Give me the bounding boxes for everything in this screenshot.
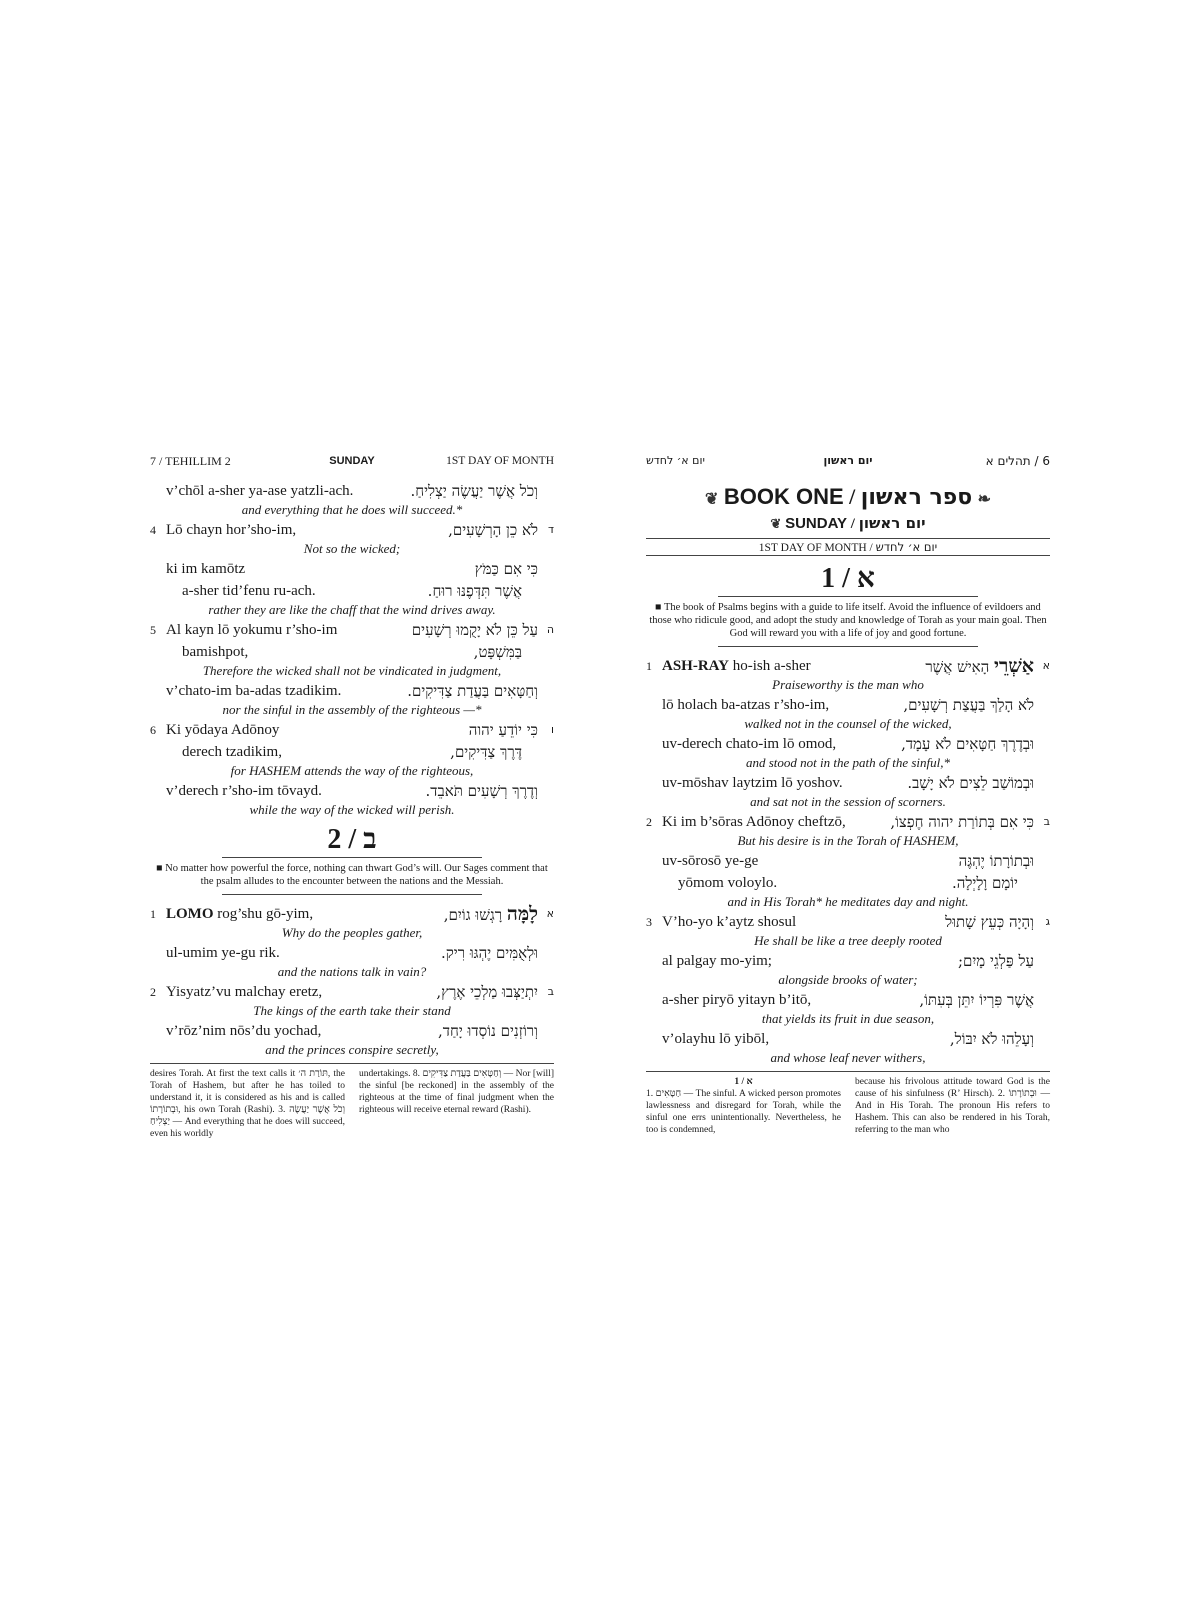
- transliteration: [182, 580, 316, 602]
- hebrew-verse: לֹא כֵן הָרְשָׁעִים,: [448, 521, 538, 539]
- verse-line: [150, 619, 554, 641]
- transliteration-text: Al kayn lō yokumu r’sho-im: [166, 622, 338, 638]
- verse-line: [646, 911, 1050, 933]
- hebrew-text: [426, 780, 538, 802]
- transliteration-text: ki im kamōtz: [166, 561, 246, 577]
- hebrew-lead: לָמָּה: [506, 903, 538, 925]
- transliteration: [662, 989, 811, 1011]
- hebrew-verse: כִּי אִם כַּמֹּץ: [474, 560, 538, 578]
- verse-line: [150, 680, 554, 702]
- verse-line: [646, 694, 1050, 716]
- transliteration-text: V’ho-yo k’aytz shosul: [662, 914, 797, 930]
- verse-line: [646, 989, 1050, 1011]
- hebrew-text: [438, 1020, 538, 1042]
- hebrew-text: [890, 811, 1034, 833]
- english-translation: walked not in the counsel of the wicked,: [744, 716, 952, 731]
- transliteration-text: Ki yōdaya Adōnoy: [166, 722, 280, 738]
- english-translation: and stood not in the path of the sinful,*: [745, 755, 951, 770]
- english-translation: and whose leaf never withers,: [770, 1050, 926, 1065]
- left-header-day: SUNDAY: [329, 455, 375, 467]
- verse-line: [150, 519, 554, 541]
- hebrew-verse-letter: א: [1042, 659, 1050, 672]
- transliteration: [166, 680, 341, 702]
- hebrew-verse: וְדֶרֶךְ רְשָׁעִים תֹּאבֵד.: [425, 782, 538, 800]
- left-header-page-ref: 7 / TEHILLIM 2: [150, 454, 231, 468]
- hebrew-verse-letter: ב: [1043, 815, 1050, 828]
- verse-line: [150, 558, 554, 580]
- hebrew-verse-letter: ו: [551, 723, 554, 736]
- left-footnote-col1: desires Torah. At first the text calls it תּוֹרַת ה׳, the Torah of Hashem, but after he has toiled to understand it, it is considered as his and is called וּבְתוֹרָתוֹ, his own Torah (Rashi). 3. וְכֹל אֲשֶׁר יַעֲשֶׂה יַצְלִיחַ — And everything that he does will succeed, even his worldly: [150, 1069, 345, 1139]
- transliteration-lead: ASH-RAY: [662, 658, 729, 674]
- hebrew-verse: דֶּרֶךְ צַדִּיקִים,: [450, 743, 522, 761]
- hebrew-verse-letter: ד: [547, 523, 554, 536]
- hebrew-text: [903, 694, 1034, 716]
- transliteration: [678, 872, 777, 894]
- hebrew-text: [919, 989, 1034, 1011]
- hebrew-text: [958, 950, 1034, 972]
- hebrew-text: [448, 519, 538, 541]
- psalm-2-intro: ■ No matter how powerful the force, nothing can thwart God’s will. Our Sages comment that the psalm alludes to the encounter between the nations and the Messiah.: [156, 863, 548, 887]
- transliteration-text: a-sher piryō yitayn b’itō,: [662, 992, 812, 1008]
- hebrew-text: [444, 903, 538, 926]
- hebrew-verse: אֲשֶׁר תִּדְּפֶנּוּ רוּחַ.: [427, 582, 522, 600]
- book-title-he: ספר ראשון: [860, 485, 973, 510]
- transliteration: [166, 719, 279, 741]
- ornament-right-icon: ❧: [977, 491, 992, 508]
- day-title-he: יום ראשון: [858, 514, 926, 532]
- hebrew-verse: רָגְשׁוּ גוֹיִם,: [443, 906, 507, 924]
- hebrew-text: [945, 911, 1034, 933]
- transliteration: [166, 903, 313, 925]
- transliteration: [662, 694, 829, 716]
- transliteration-text: uv-sōrosō ye-ge: [662, 853, 759, 869]
- right-footnote-col1: 1. חַטָּאִים — The sinful. A wicked person promotes lawlessness and disregard for Torah, while the sinful one errs unintentionally. Nevertheless, he too is condemned,: [646, 1089, 842, 1135]
- transliteration-text: Ki im b’sōras Adōnoy cheftzō,: [662, 814, 846, 830]
- hebrew-verse: כִּי אִם בְּתוֹרַת יהוה חֶפְצוֹ,: [890, 813, 1034, 831]
- verse-line: [150, 981, 554, 1003]
- hebrew-verse: אֲשֶׁר פִּרְיוֹ יִתֵּן בְּעִתּוֹ,: [919, 991, 1034, 1009]
- left-verses-bottom: [150, 903, 554, 1058]
- hebrew-verse-letter: ב: [547, 985, 554, 998]
- psalm-1-number: 1 / א: [821, 563, 875, 594]
- verse-number: 1: [646, 659, 652, 673]
- transliteration: [662, 1028, 769, 1050]
- hebrew-text: [952, 872, 1018, 894]
- hebrew-verse-letter: ג: [1045, 915, 1050, 928]
- transliteration: [662, 772, 843, 794]
- hebrew-verse: וְהָיָה כְּעֵץ שָׁתוּל: [945, 913, 1034, 931]
- transliteration: [182, 741, 282, 763]
- transliteration-text: uv-mōshav laytzim lō yoshov.: [662, 775, 843, 791]
- transliteration-text: Yisyatz’vu malchay eretz,: [166, 984, 323, 1000]
- hebrew-verse: לֹא הָלַךְ בַּעֲצַת רְשָׁעִים,: [903, 696, 1034, 714]
- transliteration-text: v’olayhu lō yibōl,: [662, 1031, 770, 1047]
- transliteration-text: rog’shu gō-yim,: [213, 906, 314, 922]
- transliteration-text: yōmom voloylo.: [678, 875, 778, 891]
- hebrew-verse: וּבְתוֹרָתוֹ יֶהְגֶּה: [958, 852, 1034, 870]
- right-footnotes: [646, 1076, 1050, 1136]
- english-translation: that yields its fruit in due season,: [761, 1011, 935, 1026]
- hebrew-text: [475, 558, 538, 580]
- hebrew-text: [428, 580, 522, 602]
- hebrew-lead: אַשְׁרֵי: [994, 655, 1034, 677]
- left-page: [150, 452, 554, 1140]
- verse-number: 2: [646, 815, 652, 829]
- verse-line: [646, 811, 1050, 833]
- hebrew-verse: בַּמִּשְׁפָּט,: [473, 643, 522, 661]
- verse-line: [150, 942, 554, 964]
- english-translation: Therefore the wicked shall not be vindicated in judgment,: [202, 663, 502, 678]
- hebrew-verse: וְחַטָּאִים בַּעֲדַת צַדִּיקִים.: [407, 682, 538, 700]
- hebrew-text: [901, 733, 1034, 755]
- english-translation: and the nations talk in vain?: [277, 964, 427, 979]
- transliteration: [662, 811, 846, 833]
- verse-line: [646, 950, 1050, 972]
- english-translation: He shall be like a tree deeply rooted: [754, 933, 942, 948]
- left-footnotes: [150, 1068, 554, 1140]
- hebrew-text: [436, 981, 538, 1003]
- hebrew-text: [950, 1028, 1034, 1050]
- transliteration: [166, 1020, 321, 1042]
- left-verses-top: [150, 480, 554, 818]
- right-header-month-day: יום א׳ לחדש: [646, 454, 705, 467]
- hebrew-text: [959, 850, 1034, 872]
- verse-line: [150, 580, 554, 602]
- english-translation: and the princes conspire secretly,: [265, 1042, 439, 1057]
- psalm-1-intro: ■ The book of Psalms begins with a guide to life itself. Avoid the influence of evildoers and those who ridicule good, and adopt the study and knowledge of Torah as your main goal. Then God will reward you with a life of joy and good fortune.: [649, 602, 1047, 639]
- ornament-small-left-icon: ❦: [770, 516, 782, 531]
- english-translation: for HASHEM attends the way of the righteous,: [230, 763, 474, 778]
- verse-line: [646, 655, 1050, 677]
- verse-line: [150, 741, 554, 763]
- hebrew-verse: יוֹמָם וָלָיְלָה.: [952, 874, 1018, 892]
- right-page-header: [646, 452, 1050, 470]
- hebrew-verse: עַל פַּלְגֵי מָיִם;: [957, 952, 1034, 970]
- hebrew-text: [474, 641, 522, 663]
- hebrew-verse: וּבְדֶרֶךְ חַטָּאִים לֹא עָמָד,: [901, 735, 1034, 753]
- english-translation: alongside brooks of water;: [778, 972, 918, 987]
- verse-number: 3: [646, 915, 652, 929]
- hebrew-text: [450, 741, 522, 763]
- hebrew-text: [925, 655, 1034, 678]
- transliteration-lead: LOMO: [166, 906, 214, 922]
- hebrew-verse: וּבְמוֹשַׁב לֵצִים לֹא יָשָׁב.: [907, 774, 1034, 792]
- english-translation: nor the sinful in the assembly of the righteous —*: [222, 702, 482, 717]
- transliteration: [662, 850, 758, 872]
- transliteration-text: ho-ish a-sher: [728, 658, 811, 674]
- verse-line: [646, 772, 1050, 794]
- verse-line: [150, 780, 554, 802]
- verse-number: 4: [150, 523, 156, 537]
- day-line-he: יום א׳ לחדש: [875, 540, 938, 554]
- hebrew-verse-letter: א: [546, 907, 554, 920]
- english-translation: But his desire is in the Torah of HASHEM,: [737, 833, 959, 848]
- transliteration: [182, 641, 248, 663]
- hebrew-text: [441, 942, 538, 964]
- hebrew-text: [412, 619, 538, 641]
- hebrew-verse: וְכֹל אֲשֶׁר יַעֲשֶׂה יַצְלִיחַ.: [410, 482, 538, 500]
- day-title-en: SUNDAY: [785, 515, 848, 532]
- transliteration: [166, 558, 245, 580]
- psalm-2-number: 2 / ב: [327, 824, 377, 855]
- transliteration: [166, 780, 322, 802]
- day-line-en: 1ST DAY OF MONTH: [758, 542, 867, 554]
- verse-number: 5: [150, 623, 156, 637]
- transliteration-text: a-sher tid’fenu ru-ach.: [182, 583, 316, 599]
- verse-number: 1: [150, 907, 156, 921]
- left-page-header: [150, 452, 554, 470]
- transliteration-text: bamishpot,: [182, 644, 249, 660]
- verse-number: 2: [150, 985, 156, 999]
- verse-line: [150, 903, 554, 925]
- day-title: ❦ SUNDAY / יום ראשון: [770, 514, 926, 532]
- english-translation: The kings of the earth take their stand: [253, 1003, 451, 1018]
- transliteration-text: uv-derech chato-im lō omod,: [662, 736, 837, 752]
- verse-line: [646, 850, 1050, 872]
- transliteration: [166, 942, 280, 964]
- hebrew-verse: וְעָלֵהוּ לֹא יִבּוֹל,: [949, 1030, 1034, 1048]
- hebrew-text: [407, 680, 538, 702]
- left-header-month-day: 1ST DAY OF MONTH: [446, 455, 554, 467]
- hebrew-verse: כִּי יוֹדֵעַ יהוה: [468, 721, 538, 739]
- english-translation: and in His Torah* he meditates day and night.: [727, 894, 969, 909]
- hebrew-text: [469, 719, 538, 741]
- transliteration: [166, 619, 337, 641]
- book-title-en: BOOK ONE: [723, 484, 844, 509]
- verse-line: [646, 733, 1050, 755]
- hebrew-verse: הָאִישׁ אֲשֶׁר: [925, 658, 995, 676]
- verse-number: 6: [150, 723, 156, 737]
- english-translation: Praiseworthy is the man who: [772, 677, 924, 692]
- right-header-day: יום ראשון: [823, 454, 873, 467]
- transliteration: [166, 480, 353, 502]
- right-page: [646, 452, 1050, 1136]
- hebrew-text: [907, 772, 1034, 794]
- transliteration-text: lō holach ba-atzas r’sho-im,: [662, 697, 830, 713]
- transliteration: [662, 911, 796, 933]
- transliteration-text: ul-umim ye-gu rik.: [166, 945, 280, 961]
- left-footnote-col2: undertakings. 8. וְחַטָּאִים בַּעֲדַת צַדִּיקִים — Nor [will] the sinful [be reckoned] in the assembly of the righteous at the time of final judgment when the righteous will receive eternal reward (Rashi).: [359, 1069, 554, 1115]
- english-translation: rather they are like the chaff that the wind drives away.: [208, 602, 496, 617]
- transliteration: [662, 950, 772, 972]
- ornament-left-icon: ❦: [704, 491, 719, 508]
- transliteration-text: v’derech r’sho-im tōvayd.: [166, 783, 322, 799]
- verse-line: [646, 872, 1050, 894]
- transliteration-text: Lō chayn hor’sho-im,: [166, 522, 297, 538]
- hebrew-verse-letter: ה: [546, 623, 554, 636]
- verse-line: [150, 641, 554, 663]
- transliteration-text: al palgay mo-yim;: [662, 953, 772, 969]
- transliteration: [166, 981, 322, 1003]
- right-header-page-ref: 6 / תהלים א: [985, 454, 1050, 468]
- english-translation: Not so the wicked;: [303, 541, 401, 556]
- hebrew-verse: וְרוֹזְנִים נוֹסְדוּ יָחַד,: [437, 1022, 538, 1040]
- book-title: ❦ BOOK ONE / ספר ראשון ❧: [704, 484, 992, 510]
- transliteration: [662, 733, 836, 755]
- english-translation: while the way of the wicked will perish.: [249, 802, 455, 817]
- hebrew-verse: יִתְיַצְּבוּ מַלְכֵי אֶרֶץ,: [436, 983, 538, 1001]
- day-line: 1ST DAY OF MONTH / יום א׳ לחדש: [758, 540, 938, 554]
- right-footnote-col2: because his frivolous attitude toward God is the cause of his sinfulness (R’ Hirsch). 2. וּבְתוֹרָתוֹ — And in His Torah. The pronoun His refers to Hashem. This can also be rendered in his Torah, referring to the man who: [855, 1077, 1051, 1135]
- transliteration-text: v’rōz’nim nōs’du yochad,: [166, 1023, 322, 1039]
- verse-line: [150, 480, 554, 502]
- transliteration-text: derech tzadikim,: [182, 744, 282, 760]
- verse-line: [150, 719, 554, 741]
- english-translation: and sat not in the session of scorners.: [750, 794, 946, 809]
- verse-line: [150, 1020, 554, 1042]
- transliteration-text: v’chōl a-sher ya-ase yatzli-ach.: [166, 483, 354, 499]
- verse-line: [646, 1028, 1050, 1050]
- transliteration-text: v’chato-im ba-adas tzadikim.: [166, 683, 342, 699]
- transliteration: [166, 519, 296, 541]
- hebrew-verse: עַל כֵּן לֹא יָקֻמוּ רְשָׁעִים: [411, 621, 538, 639]
- hebrew-text: [410, 480, 538, 502]
- english-translation: Why do the peoples gather,: [281, 925, 423, 940]
- transliteration: [662, 655, 811, 677]
- hebrew-verse: וּלְאֻמִּים יֶהְגּוּ רִיק.: [440, 944, 538, 962]
- right-verses: [646, 655, 1050, 1066]
- english-translation: and everything that he does will succeed.*: [241, 502, 463, 517]
- right-footnote-heading: 1 / א: [734, 1077, 753, 1087]
